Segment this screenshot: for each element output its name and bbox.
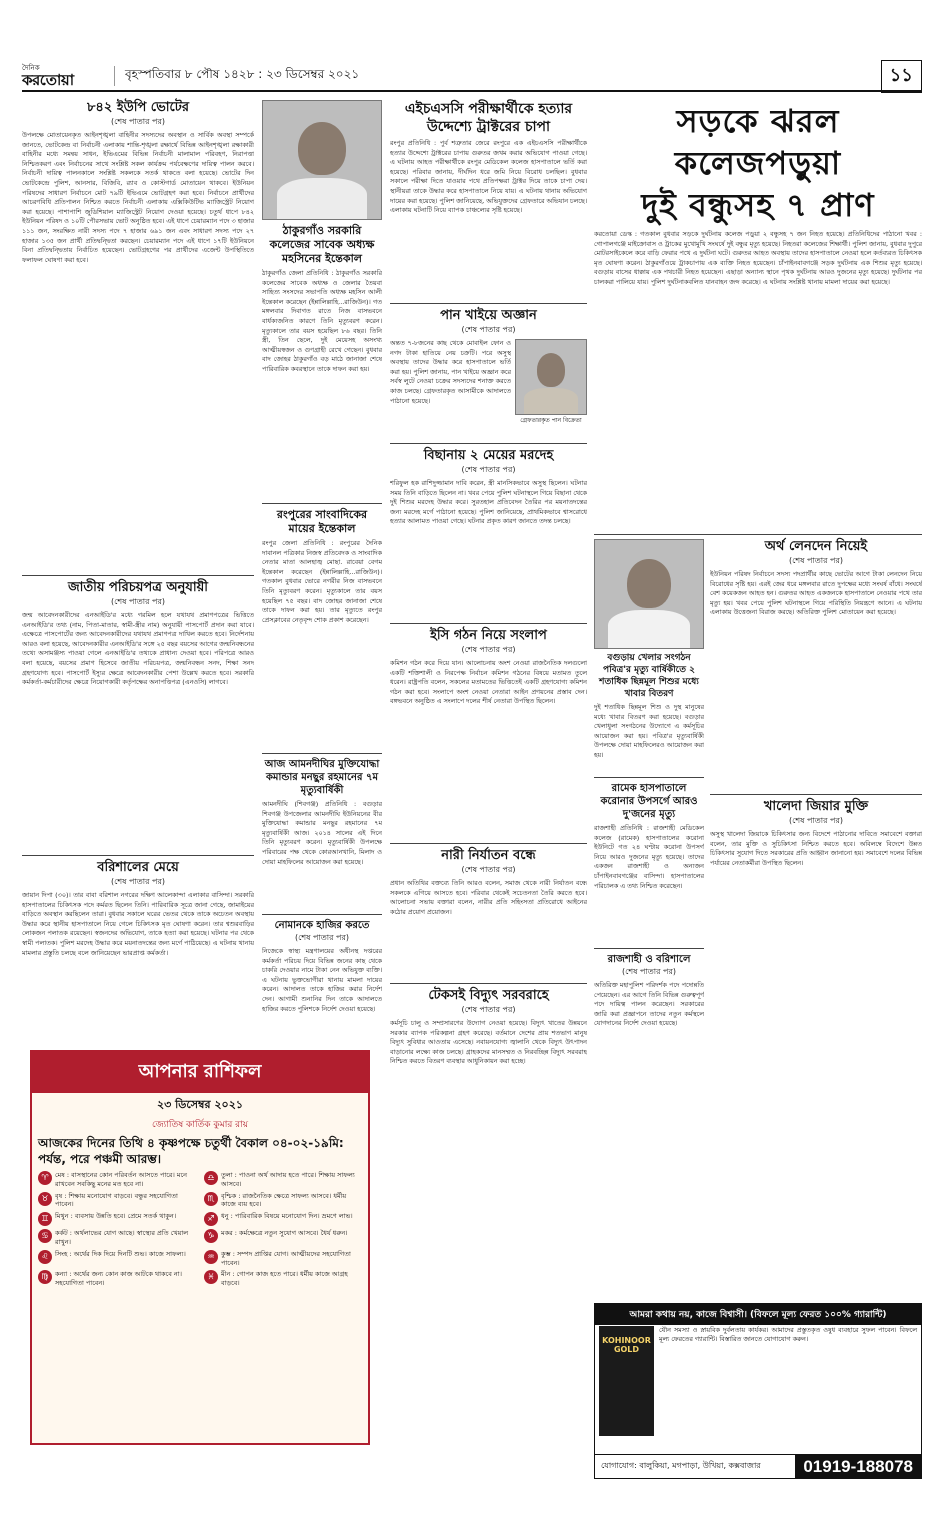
zodiac-text: তুলা : পাওনা অর্থ আদায় হতে পারে। শিক্ষায় সাফল্য আসবে। bbox=[221, 1171, 355, 1188]
column-2 bbox=[262, 100, 382, 1067]
zodiac-text: ধনু : পারিবারিক বিষয়ে মনোযোগ দিন। ভ্রমণে লাভ। bbox=[221, 1212, 353, 1221]
continuation-note: (শেষ পাতার পর) bbox=[461, 645, 516, 654]
horoscope-title: আপনার রাশিফল bbox=[32, 1052, 368, 1093]
newspaper-logo bbox=[22, 62, 92, 90]
zodiac-item bbox=[204, 1171, 362, 1189]
continuation-note: (শেষ পাতার পর) bbox=[621, 967, 677, 976]
horoscope-box bbox=[30, 1050, 370, 1445]
divider bbox=[262, 503, 382, 504]
article-headline: টেকসই বিদ্যুৎ সরবরাহে bbox=[428, 988, 549, 1003]
article-body: শরিফুল হক রাশিদুজ্জামান দাবি করেন, স্ত্রী মানসিকভাবে অসুস্থ ছিলেন। ঘটনার সময় তিনি বাড়িতে ছিলেন না। খবর পেয়ে পুলিশ ঘটনাস্থলে গিয়ে বিছানা থেকে দুই শিশুর মরদেহ উদ্ধার করে। সুরতহাল প্রতিবেদন তৈরির পর ময়নাতদন্তের জন্য মরদেহ মর্গে পাঠানো হয়েছে। পুলিশ জানিয়েছে, প্রাথমিকভাবে শ্বাসরোধে হত্যার আলামত পাওয়া গেছে। ঘটনার প্রকৃত কারণ জানতে তদন্ত চলছে। bbox=[390, 479, 587, 526]
horoscope-astrologer: জ্যোতিষ কার্তিক কুমার রায় bbox=[151, 1120, 249, 1130]
logo-small-text: দৈনিক bbox=[22, 64, 40, 72]
article-body: অন্তত ৭-৮জনের কাছ থেকে মোবাইল ফোন ও নগদ টাকা হাতিয়ে নেয় চক্রটি। পরে অসুস্থ অবস্থায় তাদের উদ্ধার করে হাসপাতালে ভর্তি করা হয়। পুলিশ জানায়, পান খাইয়ে অজ্ঞান করে সর্বস্ব লুটে নেওয়া চক্রের সদস্যদের শনাক্ত করতে কাজ চলছে। গ্রেফতারকৃত আসামীকে আদালতে পাঠানো হয়েছে। bbox=[390, 339, 511, 405]
continuation-note: (শেষ পাতার পর) bbox=[461, 1005, 516, 1014]
article-body: প্রধান অতিথির বক্তব্যে তিনি আরও বলেন, সমাজ থেকে নারী নির্যাতন বন্ধে সকলকে এগিয়ে আসতে হবে। পরিবার থেকেই সচেতনতা তৈরি করতে হবে। আলোচনা সভায় বক্তারা বলেন, নারীর প্রতি সহিংসতা প্রতিরোধে আইনের কঠোর প্রয়োগ প্রয়োজন। bbox=[390, 879, 587, 916]
horoscope-date: ২৩ ডিসেম্বর ২০২১ bbox=[156, 1098, 244, 1111]
zodiac-sign-icon: ♊ bbox=[38, 1212, 52, 1226]
masthead bbox=[22, 62, 922, 92]
zodiac-item bbox=[38, 1250, 196, 1268]
article-headline: অর্থ লেনদেন নিয়েই bbox=[764, 539, 868, 554]
column-3 bbox=[390, 100, 587, 1209]
zodiac-text: বৃষ : শিক্ষায় মনোযোগ বাড়বে। বন্ধুর সহযোগিতা পাবেন। bbox=[55, 1191, 178, 1209]
article-headline: খালেদা জিয়ার মুক্তি bbox=[763, 799, 869, 814]
article-headline: এইচএসসি পরীক্ষার্থীকে হত্যার উদ্দেশ্যে ট্রাক্টরের চাপা bbox=[404, 101, 573, 135]
continuation-note: (শেষ পাতার পর) bbox=[294, 933, 350, 942]
lead-headline-line-2: দুই বন্ধুসহ ৭ প্রাণ bbox=[641, 186, 875, 224]
divider bbox=[22, 855, 254, 856]
zodiac-item bbox=[204, 1192, 362, 1210]
zodiac-sign-icon: ♎ bbox=[204, 1171, 218, 1185]
divider bbox=[594, 777, 704, 778]
advertisement bbox=[594, 1303, 922, 1479]
ad-tagline: আমরা কথায় নয়, কাজে বিশ্বাসী। (বিফলে মূল্য ফেরত ১০০% গ্যারান্টি) bbox=[595, 1304, 921, 1325]
zodiac-sign-icon: ♉ bbox=[38, 1192, 52, 1206]
lead-article-body: করতোয়া ডেস্ক : গতকাল বুধবার সড়কে দুর্ঘটনায় কলেজ পড়ুয়া ২ বন্ধুসহ ৭ জন নিহত হয়েছে। প্রতিনিধিদের পাঠানো খবর : গোপালগঞ্জে মাইক্রোবাস ও ট্রাকের মুখোমুখি সংঘর্ষে দুই বন্ধুর মৃত্যু হয়েছে। নিহতরা কলেজের শিক্ষার্থী। পুলিশ জানায়, বুধবার দুপুরে মোটরসাইকেলে করে বাড়ি ফেরার পথে এ দুর্ঘটনা ঘটে। গুরুতর আহত অবস্থায় তাদের হাসপাতালে নেওয়া হলে কর্তব্যরত চিকিৎসক মৃত ঘোষণা করেন। ঠাকুরগাঁওয়ে ট্রাকচাপায় এক ব্যক্তি নিহত হয়েছেন। চাঁপাইনবাবগঞ্জে সড়ক দুর্ঘটনায় এক শিশুর মৃত্যু হয়েছে। বগুড়ায় বাসের ধাক্কায় এক পথচারী নিহত হয়েছেন। এছাড়া অন্যান্য স্থানে পৃথক দুর্ঘটনায় আরও দুজনের মৃত্যু হয়েছে। দুর্ঘটনার পর চালকরা পালিয়ে যায়। পুলিশ দুর্ঘটনাকবলিত যানবাহন জব্দ করেছে। এ ঘটনায় সংশ্লিষ্ট থানায় মামলা দায়ের করা হয়েছে। bbox=[594, 230, 922, 286]
article-body: আমনদীঘি (শিবগঞ্জ) প্রতিনিধি : বগুড়ার শিবগঞ্জ উপজেলার আমনদীঘি ইউনিয়নের বীর মুক্তিযোদ্ধা কমান্ডার মনছুর রহমানের ৭ম মৃত্যুবার্ষিকী আজ। ২০১৪ সালের এই দিনে তিনি মৃত্যুবরণ করেন। মৃত্যুবার্ষিকী উপলক্ষে পরিবারের পক্ষ থেকে কোরআনখানি, মিলাদ ও দোয়া মাহফিলের আয়োজন করা হয়েছে। bbox=[262, 800, 382, 866]
zodiac-sign-icon: ♋ bbox=[38, 1229, 52, 1243]
ad-phone[interactable]: 01919-188078 bbox=[795, 1455, 921, 1479]
continuation-note: (শেষ পাতার পর) bbox=[110, 877, 166, 886]
article-body: উপলক্ষে মোতায়েনকৃত আইনশৃঙ্খলা বাহিনীর সদস্যদের অবস্থান ও সার্বিক অবস্থা সম্পর্কে জানতে, ভোটকেন্দ্র বা নির্বাচনী এলাকায় শান্তি-শৃঙ্খলা রক্ষার্থে বিভিন্ন আইনশৃঙ্খলা রক্ষাকারী বাহিনীর মধ্যে সমন্বয় সাধন, ইভিএমের বিভিন্ন নির্বাচনী মালামাল পরিবহণ, নিরাপত্তা নিশ্চিতকরণ এবং নির্বাচনের সাথে সংশ্লিষ্ট সকল কার্যক্রম পর্যবেক্ষণের দায়িত্ব পালন করবে। নির্বাচনী দায়িত্ব পালনকালে সংশ্লিষ্ট সকলকে সতর্ক থাকতে বলা হয়েছে। ভোটের দিন ভোটকেন্দ্রে পুলিশ, আনসার, বিজিবি, র‍্যাব ও কোস্টগার্ড মোতায়েন থাকবে। ইউনিয়ন পরিষদের সাধারণ নির্বাচনে মোট ৭৯টি ইভিএমে ভোটগ্রহণ করা হবে। নির্বাচনে প্রার্থীদের আচরণবিধি প্রতিপালন নিশ্চিত করতে নির্বাচনী এলাকায় এক্সিকিউটিভ ম্যাজিস্ট্রেট নিয়োগ করা হয়েছে। পাশাপাশি জুডিশিয়াল ম্যাজিস্ট্রেট নিয়োগ দেওয়া হয়েছে। চতুর্থ ধাপে ৮৪২ ইউনিয়ন পরিষদ ও ১০টি পৌরসভায় ভোট অনুষ্ঠিত হবে। এই ধাপে চেয়ারম্যান পদে ৩ হাজার ১১১ জন, সংরক্ষিত নারী সদস্য পদে ৭ হাজার ৬৯১ জন এবং সাধারণ সদস্য পদে ২৭ হাজার ১৩৫ জন প্রার্থী প্রতিদ্বন্দ্বিতা করছেন। চেয়ারম্যান পদে এই ধাপে ১৭টি ইউনিয়নে বিনা প্রতিদ্বন্দ্বিতায় নির্বাচিত হয়েছেন। ভোটগ্রহণের পর প্রার্থীদের এজেন্ট উপস্থিতিতে ফলাফল ঘোষণা করা হবে। bbox=[22, 131, 254, 264]
zodiac-item bbox=[204, 1270, 362, 1288]
lead-headline-line-1: সড়কে ঝরল কলেজপড়ুয়া bbox=[674, 102, 842, 182]
zodiac-item bbox=[204, 1250, 362, 1268]
zodiac-item bbox=[38, 1192, 196, 1210]
zodiac-item bbox=[204, 1212, 362, 1226]
article-headline: রাজশাহী ও বরিশালে bbox=[607, 954, 691, 965]
logo-big-text: করতোয়া bbox=[22, 71, 74, 89]
continuation-note: (শেষ পাতার পর) bbox=[461, 865, 516, 874]
zodiac-item bbox=[38, 1171, 196, 1189]
zodiac-text: মীন : গোপন কাজ হতে পারে। ধর্মীয় কাজে আগ্রহ বাড়বে। bbox=[221, 1270, 348, 1288]
divider bbox=[594, 948, 704, 949]
ad-footer bbox=[595, 1454, 921, 1478]
article-headline: রংপুরের সাংবাদিকের মায়ের ইন্তেকাল bbox=[276, 508, 368, 535]
article-body: রংপুর জেলা প্রতিনিধি : রংপুরের দৈনিক দাবানল পত্রিকার নিজস্ব প্রতিবেদক ও সাংবাদিক নেতার মাতা আলহাজ্ব মোছা. রাবেয়া বেগম ইন্তেকাল করেছেন (ইন্নালিল্লাহি...রাজিউন)। গতকাল বুধবার ভোরে নগরীর নিজ বাসভবনে তিনি মৃত্যুবরণ করেন। মৃত্যুকালে তার বয়স হয়েছিল ৭৫ বছর। বাদ জোহর জানাজা শেষে তাকে দাফন করা হয়। তার মৃত্যুতে রংপুর প্রেসক্লাবের নেতৃবৃন্দ শোক প্রকাশ করেছেন। bbox=[262, 539, 382, 624]
divider bbox=[594, 534, 922, 535]
article-body: জন্ম আবেদনকারীদের এনআইডি'র মধ্যে গরমিল হলে যথাযথ প্রমাণপত্রের ভিত্তিতে এনআইডি'র তথ্য (নাম, পিতা-মাতার, স্বামী-স্ত্রীর নাম) অনুযায়ী পাসপোর্ট প্রদান করা যাবে। এক্ষেত্রে পাসপোর্টের জন্য আবেদনকারীদের যথাযথ প্রমাণপত্র দাখিল করতে হবে। নির্দেশনায় আরও বলা হয়েছে, আবেদনকারীর এনআইডি'র সঙ্গে ২৫ বছর বয়সের আগের জন্মনিবন্ধনের তথ্যে অসামঞ্জস্য পাওয়া গেলে এনআইডি'র তথ্যকে প্রাধান্য দেওয়া হবে। পরিপত্রে আরও বলা হয়েছে, বয়সের প্রমাণ হিসেবে জাতীয় পরিচয়পত্র, জন্মনিবন্ধন সনদ, শিক্ষা সনদ গ্রহণযোগ্য হবে। পাসপোর্ট ইস্যুর ক্ষেত্রে আবেদনকারীর পেশা উল্লেখ করতে হবে। সরকারি কর্মকর্তা-কর্মচারীদের ক্ষেত্রে নিয়োগকারী কর্তৃপক্ষের অনাপত্তিপত্র (এনওসি) লাগবে। bbox=[22, 611, 254, 687]
article-headline: ৮৪২ ইউপি ভোটের bbox=[87, 100, 189, 115]
article-body: দুই শতাধিক ছিন্নমূল শিশু ও দুস্থ মানুষের মধ্যে খাবার বিতরণ করা হয়েছে। বগুড়ার খেলাধুলা সংগঠনের উদ্যোগে এ কর্মসূচির আয়োজন করা হয়। পবিত্র'র মৃত্যুবার্ষিকী উপলক্ষে দোয়া মাহফিলেরও আয়োজন করা হয়। bbox=[594, 703, 704, 759]
zodiac-item bbox=[38, 1229, 196, 1247]
zodiac-sign-icon: ♍ bbox=[38, 1270, 52, 1284]
product-box bbox=[599, 1326, 654, 1436]
article-headline: ঠাকুরগাঁও সরকারি কলেজের সাবেক অধ্যক্ষ মহসিনের ইন্তেকাল bbox=[269, 224, 375, 265]
zodiac-text: মেষ : বাসস্থানের কোন পরিবর্তন আসতে পারে। মনে রাখবেন সবকিছু মনের মত হবে না। bbox=[55, 1171, 187, 1188]
article-headline: নোমানকে হাজির করতে bbox=[274, 920, 370, 931]
zodiac-text: কন্যা : অর্থের জন্য কোন কাজ আটকে থাকবে না। সহযোগিতা পাবেন। bbox=[55, 1270, 182, 1288]
divider bbox=[22, 575, 254, 576]
zodiac-sign-icon: ♐ bbox=[204, 1212, 218, 1226]
dateline: বৃহস্পতিবার ৮ পৌষ ১৪২৮ : ২৩ ডিসেম্বর ২০২১ bbox=[114, 66, 881, 86]
column-1 bbox=[22, 100, 254, 1061]
divider bbox=[390, 443, 587, 444]
ad-contact: যোগাযোগ: বালুকিয়া, মগপাড়া, উখিয়া, কক্সবাজার bbox=[601, 1461, 761, 1470]
article-headline: পান খাইয়ে অজ্ঞান bbox=[440, 308, 537, 323]
zodiac-grid bbox=[32, 1167, 368, 1292]
ad-body: যৌন সমস্যা ও স্নায়বিক দুর্বলতায় কার্যকর। আমাদের প্রস্তুতকৃত ওষুধ ব্যবহারে সুফল পাবেন। বিফলে মূল্য ফেরতের গ্যারান্টি। বিস্তারিত জানতে যোগাযোগ করুন। bbox=[659, 1326, 917, 1344]
continuation-note: (শেষ পাতার পর) bbox=[461, 325, 516, 334]
continuation-note: (শেষ পাতার পর) bbox=[110, 117, 166, 126]
zodiac-text: মিথুন : ব্যবসায় উন্নতি হবে। প্রেমে সতর্ক থাকুন। bbox=[55, 1212, 177, 1221]
article-headline: বিছানায় ২ মেয়ের মরদেহ bbox=[423, 448, 554, 463]
article-body: ঠাকুরগাঁও জেলা প্রতিনিধি : ঠাকুরগাঁও সরকারি কলেজের সাবেক অধ্যক্ষ ও জেলার তৈয়বা সাহিত্য সংসদের সভাপতি অধ্যক্ষ মহসিন আলী ইন্তেকাল করেছেন (ইন্নালিল্লাহি...রাজিউন)। গত মঙ্গলবার দিবাগত রাতে নিজ বাসভবনে বার্ধক্যজনিত কারণে তিনি মৃত্যুবরণ করেন। মৃত্যুকালে তার বয়স হয়েছিল ৮৬ বছর। তিনি স্ত্রী, তিন ছেলে, দুই মেয়েসহ অসংখ্য আত্মীয়স্বজন ও গুণগ্রাহী রেখে গেছেন। বুধবার বাদ জোহর ঠাকুরগাঁও বড় মাঠে জানাজা শেষে পারিবারিক কবরস্থানে তাকে দাফন করা হয়। bbox=[262, 269, 382, 373]
zodiac-text: বৃশ্চিক : রাজনৈতিক ক্ষেত্রে সাফল্য আসবে। ধর্মীয় কাজে ব্যয় হবে। bbox=[221, 1191, 347, 1209]
article-body: অসুস্থ খালেদা জিয়াকে চিকিৎসার জন্য বিদেশে পাঠানোর দাবিতে সমাবেশে বক্তারা বলেন, তার মুক্তি ও সুচিকিৎসা নিশ্চিত করতে হবে। অবিলম্বে বিদেশে উন্নত চিকিৎসার সুযোগ দিতে সরকারের প্রতি আহ্বান জানানো হয়। সমাবেশে দলের বিভিন্ন পর্যায়ের নেতাকর্মীরা উপস্থিত ছিলেন। bbox=[710, 830, 922, 867]
zodiac-text: কুম্ভ : সম্পদ প্রাপ্তির যোগ। আত্মীয়দের সহযোগিতা পাবেন। bbox=[221, 1249, 351, 1267]
page-number: ১১ bbox=[881, 60, 922, 93]
continuation-note: (শেষ পাতার পর) bbox=[788, 556, 844, 565]
portrait-photo bbox=[262, 100, 382, 220]
continuation-note: (শেষ পাতার পর) bbox=[461, 465, 516, 474]
article-headline: নারী নির্যাতন বন্ধে bbox=[441, 848, 536, 863]
divider bbox=[390, 623, 587, 624]
zodiac-text: সিংহ : অর্থের দিক দিয়ে দিনটি শুভ। কাজে সাফল্য। bbox=[55, 1249, 186, 1258]
memorial-photo bbox=[594, 539, 704, 649]
horoscope-day-info: আজকের দিনের তিথি ৪ কৃষ্ণপক্ষে চতুর্থী বৈকাল ০৪-০২-১৯মি: পর্যন্ত, পরে পঞ্চমী আরম্ভ। bbox=[38, 1136, 344, 1166]
divider bbox=[710, 794, 922, 795]
article-body: রাজশাহী প্রতিনিধি : রাজশাহী মেডিকেল কলেজ (রামেক) হাসপাতালের করোনা ইউনিটে গত ২৪ ঘণ্টায় করোনা উপসর্গ নিয়ে আরও দুজনের মৃত্যু হয়েছে। তাদের একজন রাজশাহী ও অন্যজন চাঁপাইনবাবগঞ্জের বাসিন্দা। হাসপাতালের পরিচালক এ তথ্য নিশ্চিত করেছেন। bbox=[594, 824, 704, 890]
divider bbox=[390, 983, 587, 984]
ad-brand: KOHINOOR GOLD bbox=[602, 1336, 651, 1354]
zodiac-sign-icon: ♑ bbox=[204, 1229, 218, 1243]
article-body: ইউনিয়ন পরিষদ নির্বাচনে সদস্য পদপ্রার্থীর কাছে ভোটের আগে টাকা লেনদেন নিয়ে বিরোধের সৃষ্টি হয়। এরই জের ধরে মঙ্গলবার রাতে দুপক্ষের মধ্যে সংঘর্ষ বাঁধে। সংঘর্ষে বেশ কয়েকজন আহত হন। গুরুতর আহত একজনকে হাসপাতালে নেওয়ার পথে তার মৃত্যু হয়। খবর পেয়ে পুলিশ ঘটনাস্থলে গিয়ে পরিস্থিতি নিয়ন্ত্রণে আনে। এ ঘটনায় এলাকায় উত্তেজনা বিরাজ করছে। অতিরিক্ত পুলিশ মোতায়েন করা হয়েছে। bbox=[710, 570, 922, 617]
zodiac-text: মকর : কর্মক্ষেত্রে নতুন সুযোগ আসবে। ধৈর্য ধরুন। bbox=[221, 1229, 348, 1238]
article-headline: বরিশালের মেয়ে bbox=[97, 860, 179, 875]
zodiac-item bbox=[204, 1229, 362, 1247]
article-body: জায়ান দিপা (৩০)। তার বাবা বরিশাল নগরের দক্ষিণ আলেকান্দা এলাকার বাসিন্দা। সরকারি হাসপাতালের চিকিৎসক পদে কর্মরত ছিলেন তিনি। পারিবারিক সূত্রে জানা গেছে, জামাইয়ের বাড়িতে অবস্থান করছিলেন তারা। বুধবার সকালে ঘরের ভেতর থেকে তাকে অচেতন অবস্থায় উদ্ধার করে স্থানীয় হাসপাতালে নিয়ে গেলে চিকিৎসক মৃত ঘোষণা করেন। তার শ্বশুরবাড়ির লোকজন পলাতক রয়েছেন। স্বজনদের অভিযোগ, তাকে হত্যা করা হয়েছে। ঘটনার পর থেকে স্বামী পলাতক। পুলিশ মরদেহ উদ্ধার করে ময়নাতদন্তের জন্য মর্গে পাঠিয়েছে। এ ঘটনায় থানায় মামলার প্রস্তুতি চলছে বলে জানিয়েছেন ভারপ্রাপ্ত কর্মকর্তা। bbox=[22, 891, 254, 957]
zodiac-sign-icon: ♓ bbox=[204, 1270, 218, 1284]
divider bbox=[262, 753, 382, 754]
article-body: কমিশন গঠন করে দিয়ে যান। আলোচনায় অংশ নেওয়া রাজনৈতিক দলগুলো একটি শক্তিশালী ও নিরপেক্ষ নির্বাচন কমিশন গঠনের বিষয়ে মতামত তুলে ধরেন। রাষ্ট্রপতি বলেন, সকলের মতামতের ভিত্তিতেই একটি গ্রহণযোগ্য কমিশন গঠন করা হবে। সংলাপে অংশ নেওয়া নেতারা আইন প্রণয়নের প্রস্তাব দেন। বঙ্গভবনে অনুষ্ঠিত এ সংলাপে দলের শীর্ষ নেতারা উপস্থিত ছিলেন। bbox=[390, 659, 587, 706]
zodiac-item bbox=[38, 1270, 196, 1288]
article-body: নিজেকে স্বাস্থ্য মন্ত্রণালয়ের অধীনস্থ দপ্তরের কর্মকর্তা পরিচয় দিয়ে বিভিন্ন জনের কাছ থেকে চাকরি দেওয়ার নামে টাকা নেন অভিযুক্ত ব্যক্তি। এ ঘটনায় ভুক্তভোগীরা থানায় মামলা দায়ের করেন। আদালত তাকে হাজির করার নির্দেশ দেন। আগামী শুনানির দিন তাকে আদালতে হাজির করতে পুলিশকে নির্দেশ দেওয়া হয়েছে। bbox=[262, 947, 382, 1013]
accused-photo bbox=[515, 339, 587, 415]
zodiac-text: কর্কট : অর্থলাভের যোগ আছে। স্বাস্থ্যের প্রতি খেয়াল রাখুন। bbox=[55, 1229, 189, 1246]
article-body: অতিরিক্ত মহাপুলিশ পরিদর্শক পদে পদোন্নতি পেয়েছেন। এর আগে তিনি বিভিন্ন গুরুত্বপূর্ণ পদে দায়িত্ব পালন করেছেন। সরকারের জারি করা প্রজ্ঞাপনে তাদের নতুন কর্মস্থলে যোগদানের নির্দেশ দেওয়া হয়েছে। bbox=[594, 981, 704, 1028]
zodiac-sign-icon: ♏ bbox=[204, 1192, 218, 1206]
continuation-note: (শেষ পাতার পর) bbox=[788, 816, 844, 825]
article-headline: ইসি গঠন নিয়ে সংলাপ bbox=[430, 628, 547, 643]
article-body: রংপুর প্রতিনিধি : পুর্ব শত্রুতার জেরে রংপুরে এক এইচএসসি পরীক্ষার্থীকে হত্যার উদ্দেশ্যে ট্রাক্টরের চাপায় গুরুতর জখম করার অভিযোগ পাওয়া গেছে। এ ঘটনায় আহত পরীক্ষার্থীকে রংপুর মেডিকেল কলেজ হাসপাতালে ভর্তি করা হয়েছে। পরিবার জানায়, দীর্ঘদিন ধরে জমি নিয়ে বিরোধ চলছিল। বুধবার সকালে পরীক্ষা দিতে যাওয়ার পথে প্রতিপক্ষরা ট্রাক্টর দিয়ে তাকে চাপা দেয়। স্থানীয়রা তাকে উদ্ধার করে হাসপাতালে নিয়ে যায়। এ ঘটনায় থানায় অভিযোগ দায়ের করা হয়েছে। পুলিশ জানিয়েছে, অভিযুক্তদের গ্রেফতারে অভিযান চলছে। এলাকায় ঘটনাটি নিয়ে ব্যাপক চাঞ্চল্যের সৃষ্টি হয়েছে। bbox=[390, 139, 587, 215]
article-headline: আজ আমনদীঘির মুক্তিযোদ্ধা কমান্ডার মনছুর রহমানের ৭ম মৃত্যুবার্ষিকী bbox=[264, 759, 380, 796]
article-headline: বগুড়ায় খেলার সংগঠন পবিত্র'র মৃত্যু বার্ষিকীতে ২ শতাধিক ছিন্নমূল শিশুর মধ্যে খাবার বিতরণ bbox=[599, 653, 699, 699]
divider bbox=[390, 843, 587, 844]
continuation-note: (শেষ পাতার পর) bbox=[110, 597, 166, 606]
zodiac-item bbox=[38, 1212, 196, 1226]
article-headline: রামেক হাসপাতালে করোনার উপসর্গে আরও দু'জনের মৃত্যু bbox=[600, 783, 698, 820]
divider bbox=[262, 914, 382, 915]
zodiac-sign-icon: ♈ bbox=[38, 1171, 52, 1185]
article-body: কর্মসূচি চালু ও সম্প্রসারণের উদ্যোগ নেওয়া হয়েছে। বিদ্যুৎ খাতের উন্নয়নে সরকার ব্যাপক পরিকল্পনা গ্রহণ করেছে। বর্তমানে দেশের প্রায় শতভাগ মানুষ বিদ্যুৎ সুবিধার আওতায় এসেছে। নবায়নযোগ্য জ্বালানি থেকে বিদ্যুৎ উৎপাদন বাড়ানোর লক্ষ্যে কাজ চলছে। গ্রাহকদের মানসম্মত ও নিরবচ্ছিন্ন বিদ্যুৎ সরবরাহ নিশ্চিত করতে বিতরণ ব্যবস্থার আধুনিকায়ন করা হচ্ছে। bbox=[390, 1019, 587, 1066]
zodiac-sign-icon: ♒ bbox=[204, 1250, 218, 1264]
zodiac-sign-icon: ♌ bbox=[38, 1250, 52, 1264]
column-4 bbox=[594, 100, 922, 1051]
photo-caption: গ্রেফতারকৃত পান বিক্রেতা bbox=[520, 417, 582, 424]
article-headline: জাতীয় পরিচয়পত্র অনুযায়ী bbox=[68, 580, 208, 595]
divider bbox=[390, 303, 587, 304]
